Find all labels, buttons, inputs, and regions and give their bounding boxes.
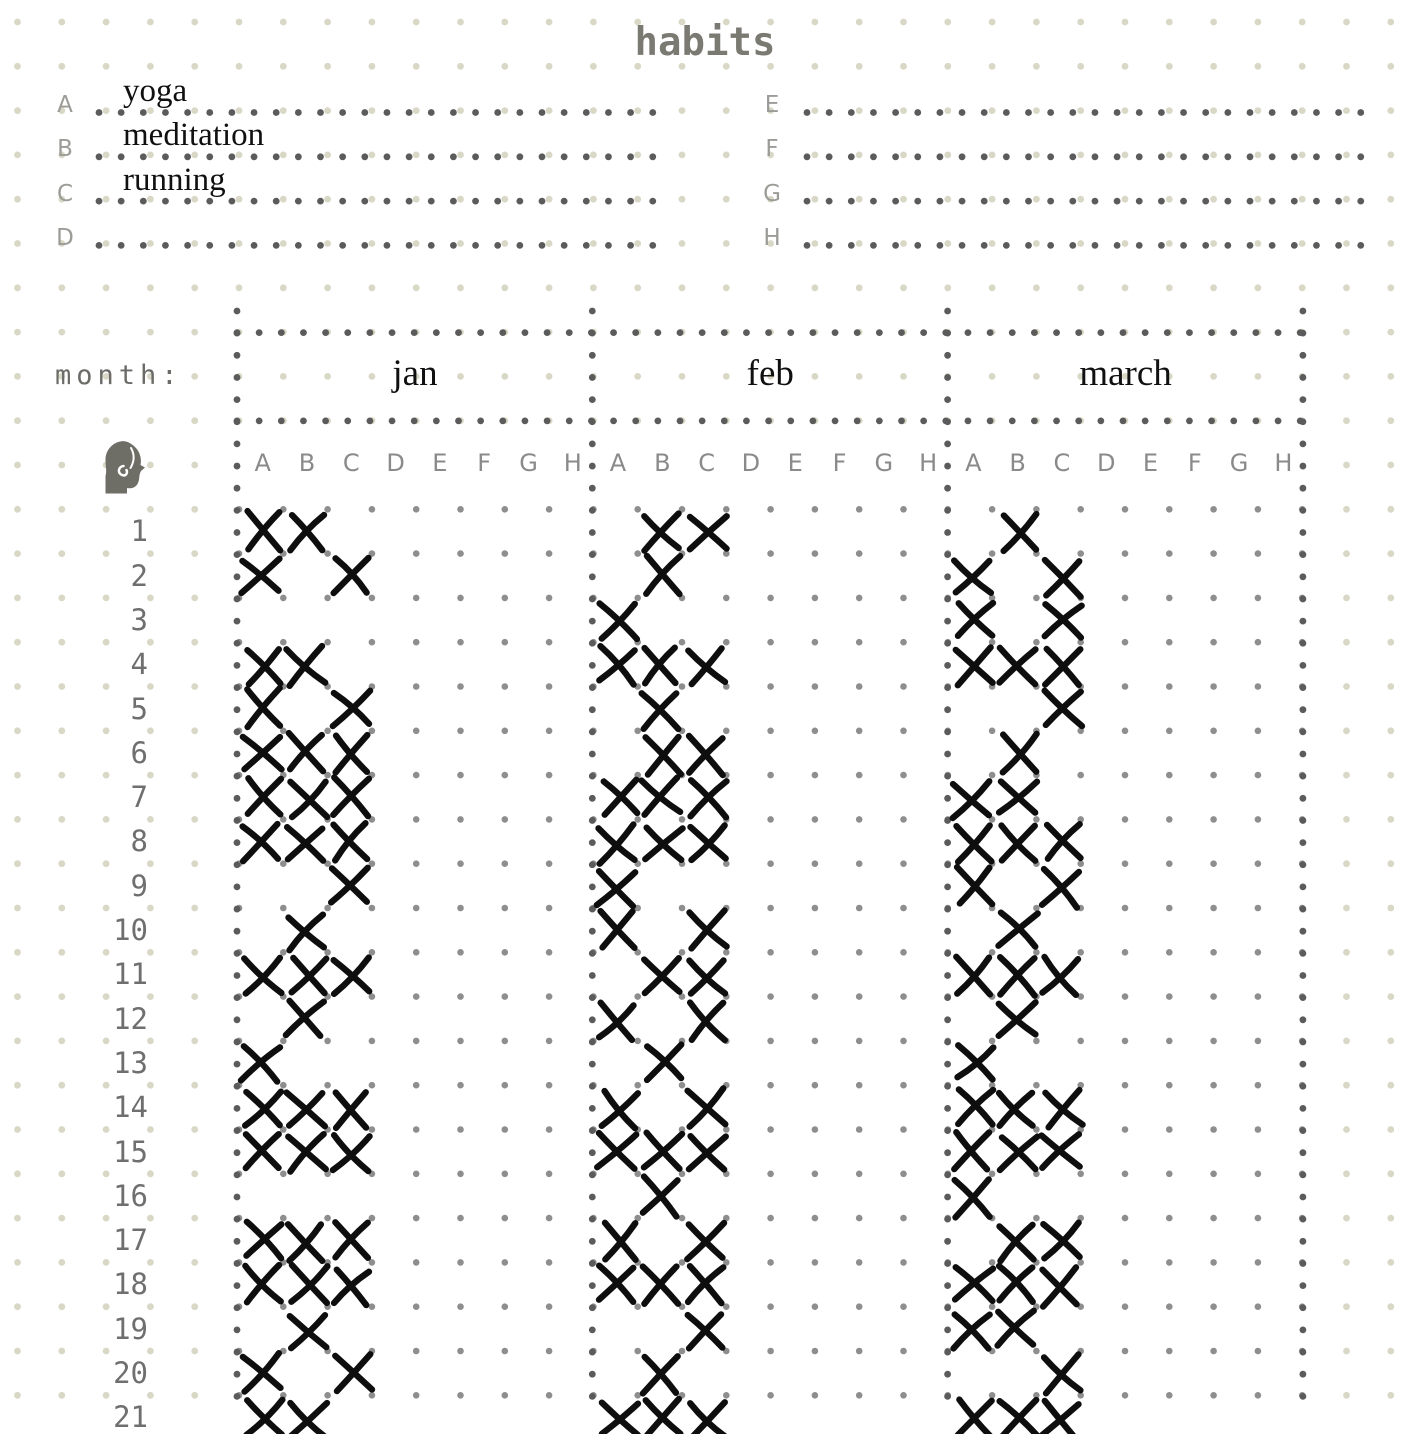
habit-mark-feb-8-A[interactable] — [598, 824, 634, 863]
habit-mark-jan-17-B[interactable] — [288, 1224, 322, 1261]
column-letter-jan-E: E — [432, 449, 448, 477]
day-number-2: 2 — [130, 558, 148, 593]
habit-mark-jan-15-A[interactable] — [246, 1134, 279, 1168]
habit-mark-feb-1-B[interactable] — [644, 514, 678, 551]
habit-mark-feb-12-C[interactable] — [690, 1003, 725, 1041]
habit-mark-feb-18-B[interactable] — [643, 1266, 678, 1303]
legend-key-E: E — [764, 92, 780, 118]
month-name-jan: jan — [392, 353, 438, 394]
column-letter-march-F: F — [1187, 449, 1202, 477]
head-profile-icon — [100, 440, 150, 494]
day-number-13: 13 — [113, 1045, 148, 1080]
day-number-14: 14 — [113, 1090, 148, 1125]
habit-mark-march-4-A[interactable] — [956, 647, 993, 685]
habit-mark-march-4-B[interactable] — [999, 648, 1035, 684]
habit-mark-feb-21-C[interactable] — [690, 1402, 726, 1434]
column-letter-march-E: E — [1142, 449, 1159, 477]
habit-mark-jan-21-B[interactable] — [289, 1403, 327, 1434]
habit-mark-march-21-C[interactable] — [1042, 1401, 1079, 1434]
column-letter-feb-B: B — [654, 449, 671, 477]
habit-mark-march-5-C[interactable] — [1045, 691, 1082, 726]
habit-mark-feb-4-A[interactable] — [599, 646, 634, 684]
habit-mark-feb-21-B[interactable] — [646, 1399, 681, 1434]
day-number-16: 16 — [113, 1178, 148, 1213]
habit-mark-march-18-A[interactable] — [955, 1267, 993, 1301]
habit-mark-march-16-A[interactable] — [955, 1179, 990, 1217]
habit-mark-feb-13-B[interactable] — [647, 1045, 681, 1080]
habit-mark-jan-4-A[interactable] — [247, 649, 280, 684]
habit-mark-march-11-C[interactable] — [1042, 957, 1078, 995]
habit-mark-jan-20-A[interactable] — [243, 1353, 281, 1392]
day-number-10: 10 — [113, 913, 148, 947]
column-letter-march-G: G — [1229, 449, 1249, 477]
habit-mark-feb-18-A[interactable] — [599, 1266, 633, 1302]
habit-mark-jan-15-B[interactable] — [288, 1134, 326, 1172]
column-letter-feb-E: E — [787, 449, 803, 477]
column-letter-march-B: B — [1009, 449, 1026, 477]
column-letter-feb-D: D — [741, 449, 761, 477]
column-letter-feb-G: G — [874, 449, 894, 477]
habit-mark-feb-18-C[interactable] — [688, 1266, 723, 1303]
habit-mark-march-11-A[interactable] — [956, 957, 990, 995]
day-number-1: 1 — [130, 514, 148, 549]
habit-mark-march-17-B[interactable] — [999, 1225, 1033, 1261]
habit-mark-feb-14-C[interactable] — [688, 1088, 726, 1126]
habit-mark-jan-14-A[interactable] — [245, 1092, 281, 1126]
habit-mark-feb-6-B[interactable] — [646, 737, 681, 775]
day-number-20: 20 — [113, 1356, 148, 1390]
habit-mark-march-7-A[interactable] — [953, 781, 990, 818]
habit-mark-feb-7-A[interactable] — [604, 780, 637, 815]
day-number-8: 8 — [130, 824, 148, 859]
habit-mark-jan-17-C[interactable] — [335, 1222, 368, 1258]
habit-mark-jan-1-B[interactable] — [290, 515, 324, 550]
habit-mark-feb-2-B[interactable] — [646, 556, 680, 594]
habit-mark-march-7-B[interactable] — [999, 781, 1037, 812]
habit-mark-march-1-B[interactable] — [1004, 514, 1037, 551]
column-letter-feb-F: F — [832, 449, 847, 477]
habit-mark-feb-15-C[interactable] — [689, 1136, 726, 1169]
habit-mark-march-14-A[interactable] — [958, 1089, 993, 1124]
habit-mark-march-15-A[interactable] — [954, 1132, 989, 1169]
habit-mark-feb-19-C[interactable] — [688, 1314, 723, 1348]
habit-mark-feb-8-C[interactable] — [690, 825, 725, 860]
habit-mark-jan-18-B[interactable] — [291, 1265, 327, 1303]
habit-mark-jan-5-C[interactable] — [333, 691, 370, 726]
day-number-3: 3 — [130, 602, 148, 637]
habit-mark-feb-3-A[interactable] — [600, 603, 637, 639]
habit-mark-jan-13-A[interactable] — [241, 1046, 280, 1081]
column-letter-jan-F: F — [477, 449, 492, 477]
habit-mark-march-9-C[interactable] — [1042, 869, 1079, 908]
column-letter-feb-H: H — [919, 449, 938, 477]
habit-mark-feb-15-B[interactable] — [644, 1133, 682, 1169]
habit-mark-jan-2-C[interactable] — [334, 558, 369, 593]
habit-mark-feb-10-A[interactable] — [601, 911, 635, 948]
habit-mark-jan-6-B[interactable] — [289, 733, 323, 771]
habit-mark-feb-4-B[interactable] — [644, 648, 675, 684]
month-name-feb: feb — [746, 353, 794, 394]
habit-mark-jan-8-C[interactable] — [333, 823, 367, 860]
habit-mark-march-21-B[interactable] — [1000, 1400, 1038, 1434]
habit-mark-jan-10-B[interactable] — [288, 915, 323, 951]
day-number-9: 9 — [130, 868, 148, 903]
habit-mark-feb-14-A[interactable] — [602, 1091, 638, 1128]
column-letter-march-D: D — [1096, 449, 1116, 477]
habit-mark-march-4-C[interactable] — [1045, 649, 1080, 685]
habit-mark-march-18-B[interactable] — [999, 1266, 1033, 1302]
habit-mark-march-9-A[interactable] — [957, 867, 992, 904]
habit-name-yoga: yoga — [123, 73, 188, 109]
habit-mark-jan-21-A[interactable] — [246, 1400, 282, 1434]
habit-mark-jan-7-C[interactable] — [333, 777, 369, 816]
habit-mark-march-6-B[interactable] — [1003, 734, 1037, 773]
habit-mark-jan-18-C[interactable] — [334, 1270, 369, 1305]
habit-mark-feb-8-B[interactable] — [645, 828, 682, 860]
column-letter-jan-C: C — [342, 449, 360, 477]
page-title: habits — [634, 20, 776, 65]
column-letter-march-H: H — [1274, 449, 1293, 477]
day-number-21: 21 — [113, 1400, 148, 1434]
habit-mark-march-19-A[interactable] — [953, 1314, 989, 1348]
habit-mark-jan-4-B[interactable] — [286, 646, 325, 686]
habit-mark-feb-20-B[interactable] — [643, 1356, 678, 1393]
month-name-march: march — [1079, 353, 1172, 394]
day-number-17: 17 — [113, 1223, 148, 1258]
column-letter-jan-G: G — [519, 449, 538, 477]
habit-mark-march-11-B[interactable] — [1000, 957, 1035, 995]
day-number-5: 5 — [130, 691, 148, 726]
column-letter-march-A: A — [965, 449, 982, 477]
habit-mark-march-12-B[interactable] — [999, 1002, 1036, 1036]
habit-mark-march-18-C[interactable] — [1042, 1267, 1076, 1306]
day-number-15: 15 — [113, 1134, 148, 1169]
habit-mark-jan-14-B[interactable] — [287, 1093, 325, 1127]
column-letter-jan-H: H — [563, 449, 582, 477]
habit-mark-jan-1-A[interactable] — [248, 511, 281, 550]
habit-mark-jan-8-B[interactable] — [287, 827, 323, 861]
habit-mark-feb-9-A[interactable] — [597, 871, 635, 906]
habit-mark-march-14-C[interactable] — [1045, 1090, 1082, 1127]
habit-mark-jan-2-A[interactable] — [241, 559, 279, 593]
day-number-7: 7 — [130, 780, 148, 815]
habit-mark-feb-11-C[interactable] — [689, 960, 725, 993]
habit-mark-march-19-B[interactable] — [998, 1311, 1034, 1346]
habit-mark-feb-21-A[interactable] — [602, 1403, 638, 1434]
day-number-6: 6 — [130, 735, 148, 770]
day-number-19: 19 — [113, 1311, 148, 1346]
habit-mark-jan-18-A[interactable] — [245, 1265, 280, 1302]
habit-mark-jan-11-C[interactable] — [334, 958, 370, 994]
habit-mark-jan-6-C[interactable] — [336, 735, 368, 773]
habit-mark-jan-5-A[interactable] — [247, 688, 280, 727]
habit-mark-march-3-C[interactable] — [1045, 604, 1082, 637]
habit-mark-march-14-B[interactable] — [999, 1093, 1033, 1126]
habit-mark-march-8-C[interactable] — [1047, 824, 1081, 859]
habit-mark-feb-17-A[interactable] — [605, 1223, 636, 1260]
habit-name-running: running — [123, 161, 226, 198]
habit-mark-jan-19-B[interactable] — [290, 1315, 327, 1348]
column-letter-jan-A: A — [254, 449, 271, 477]
column-letter-feb-A: A — [609, 449, 627, 477]
habit-mark-feb-10-C[interactable] — [689, 910, 726, 948]
legend-key-C: C — [56, 180, 74, 207]
habit-mark-jan-6-A[interactable] — [243, 737, 282, 770]
habit-mark-feb-5-B[interactable] — [642, 693, 679, 729]
day-number-18: 18 — [113, 1267, 148, 1302]
column-letter-jan-B: B — [298, 449, 316, 477]
habit-mark-march-13-A[interactable] — [957, 1045, 993, 1079]
habit-mark-jan-11-B[interactable] — [292, 958, 327, 993]
habit-mark-march-17-C[interactable] — [1043, 1223, 1079, 1259]
habit-mark-feb-6-C[interactable] — [689, 736, 723, 775]
habit-mark-feb-7-C[interactable] — [690, 780, 726, 817]
habit-mark-jan-14-C[interactable] — [336, 1092, 366, 1128]
column-letter-feb-C: C — [698, 449, 715, 477]
habit-mark-jan-11-A[interactable] — [244, 958, 281, 994]
habit-mark-march-3-A[interactable] — [958, 603, 993, 636]
habit-mark-march-8-A[interactable] — [956, 825, 991, 861]
legend-key-B: B — [57, 136, 73, 163]
habit-mark-jan-12-B[interactable] — [286, 1001, 324, 1036]
day-number-12: 12 — [113, 1001, 148, 1036]
habit-mark-march-20-C[interactable] — [1044, 1354, 1080, 1393]
habit-mark-march-21-A[interactable] — [958, 1400, 992, 1434]
habit-mark-march-15-C[interactable] — [1042, 1134, 1080, 1168]
habit-mark-feb-17-C[interactable] — [687, 1223, 724, 1259]
habit-mark-march-10-B[interactable] — [998, 913, 1037, 947]
habit-mark-march-8-B[interactable] — [1001, 826, 1035, 861]
legend-key-G: G — [763, 180, 781, 207]
habit-mark-feb-11-B[interactable] — [644, 958, 679, 993]
habit-mark-jan-17-A[interactable] — [246, 1222, 281, 1258]
habit-mark-march-15-B[interactable] — [1000, 1137, 1038, 1170]
habit-name-meditation: meditation — [123, 117, 265, 154]
column-letter-jan-D: D — [386, 449, 405, 477]
habit-mark-feb-7-B[interactable] — [641, 778, 680, 815]
legend-key-H: H — [763, 224, 781, 251]
legend-key-D: D — [56, 224, 74, 251]
habit-mark-jan-8-A[interactable] — [243, 824, 278, 861]
day-number-11: 11 — [113, 957, 148, 992]
legend-key-A: A — [57, 92, 73, 118]
habit-mark-jan-15-C[interactable] — [333, 1135, 370, 1171]
column-letter-march-C: C — [1053, 449, 1071, 477]
habit-mark-jan-7-B[interactable] — [290, 782, 327, 817]
habit-mark-march-2-C[interactable] — [1045, 560, 1081, 597]
habit-mark-jan-9-C[interactable] — [331, 868, 368, 903]
habit-mark-jan-7-A[interactable] — [248, 778, 281, 814]
habit-mark-feb-15-A[interactable] — [597, 1133, 636, 1169]
habit-mark-feb-16-B[interactable] — [643, 1176, 678, 1216]
habit-mark-feb-1-C[interactable] — [690, 516, 727, 549]
habit-mark-march-2-A[interactable] — [954, 561, 991, 593]
habit-mark-feb-12-A[interactable] — [599, 1003, 633, 1040]
habit-mark-jan-20-C[interactable] — [335, 1354, 372, 1391]
habit-mark-feb-4-C[interactable] — [688, 648, 725, 684]
day-number-4: 4 — [130, 647, 148, 682]
month-label: month: — [55, 360, 183, 391]
legend-key-F: F — [765, 136, 779, 163]
